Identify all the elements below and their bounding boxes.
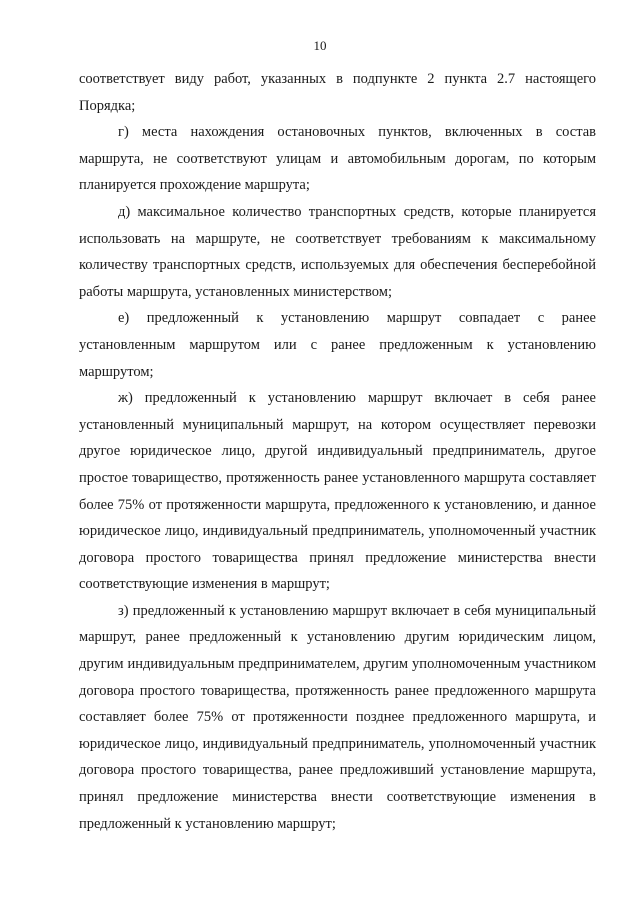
paragraph-item-zh: ж) предложенный к установлению маршрут включает в себя ранее установленный муниципальный маршрут, на котором осуществляет перевозки другое юридическое лицо, другой индивидуальный предприниматель, другое простое товарищество, протяженность ранее установленного маршрута составляет более 75% от протяженности маршрута, предложенного к установлению, и данное юридическое лицо, индивидуальный предприниматель, уполномоченный участник договора простого товарищества принял предложение министерства внести соответствующие изменения в маршрут; (79, 390, 596, 593)
paragraph-item-z: з) предложенный к установлению маршрут включает в себя муниципальный маршрут, ранее предложенный к установлению другим юридическим лицом, другим индивидуальным предпринимателем, другим уполномоченным участником договора простого товарищества, протяженность ранее предложенного маршрута составляет более 75% от протяженности позднее предложенного маршрута, и юридическое лицо, индивидуальный предприниматель, уполномоченный участник договора простого товарищества, ранее предложивший установление маршрута, принял предложение министерства внести соответствующие изменения в предложенный к установлению маршрут; (79, 602, 596, 832)
paragraph-item-e: е) предложенный к установлению маршрут совпадает с ранее установленным маршрутом или с ранее предложенным к установлению маршрутом; (79, 310, 596, 380)
paragraph-item-g: г) места нахождения остановочных пунктов, включенных в состав маршрута, не соответствуют улицам и автомобильным дорогам, по которым планируется прохождение маршрута; (79, 124, 596, 194)
paragraph-continuation: соответствует виду работ, указанных в подпункте 2 пункта 2.7 настоящего Порядка; (79, 71, 596, 114)
page-number: 10 (313, 38, 327, 53)
paragraph-item-d: д) максимальное количество транспортных средств, которые планируется использовать на маршруте, не соответствует требованиям к максимальному количеству транспортных средств, используемых для обеспечения бесперебойной работы маршрута, установленных министерством; (79, 203, 596, 300)
document-body (79, 66, 596, 837)
